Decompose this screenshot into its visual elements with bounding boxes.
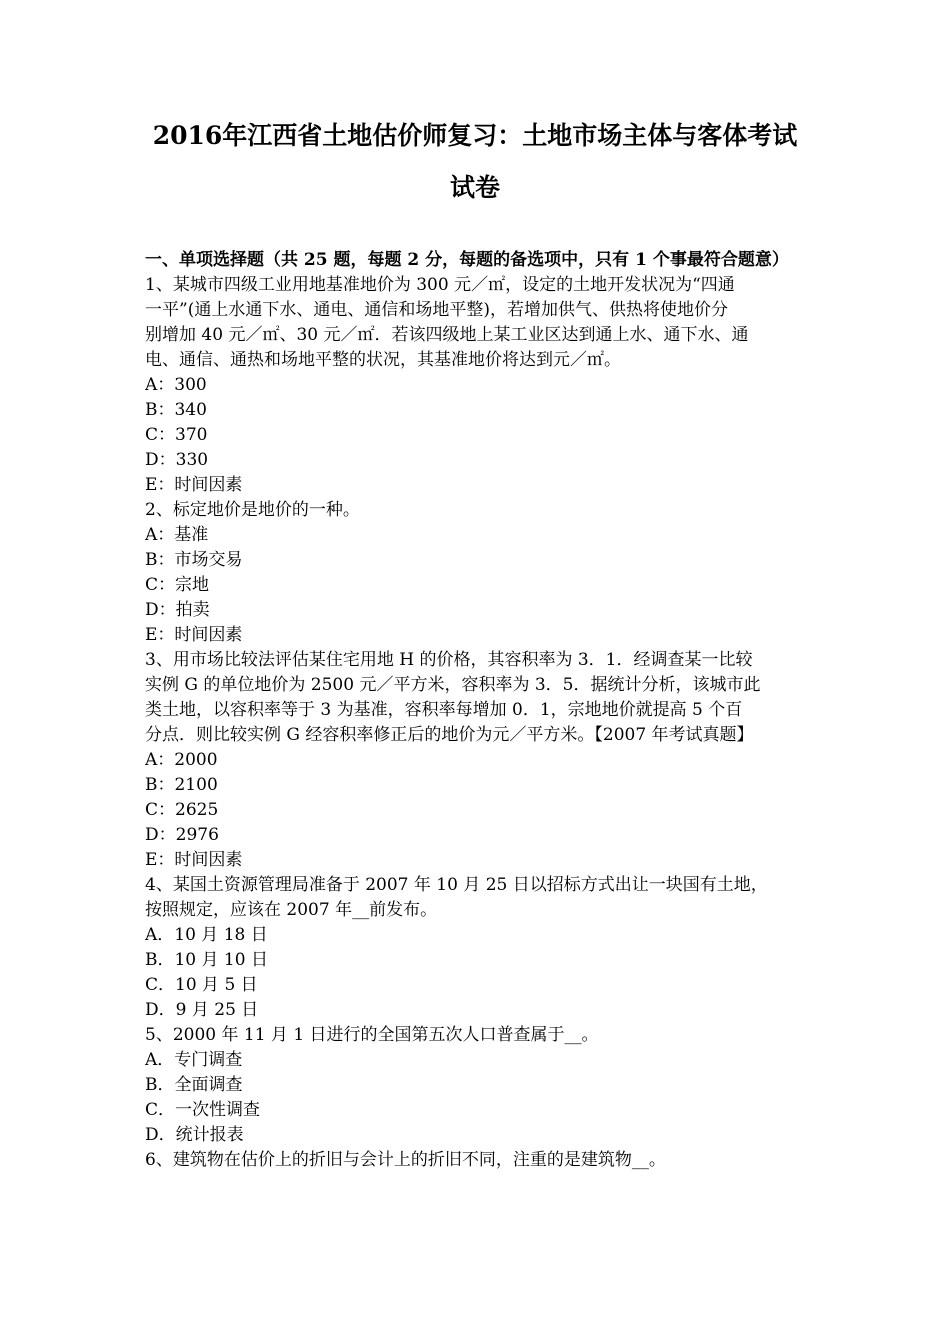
answer-option: E：时间因素 [145,475,243,495]
answer-option: D．统计报表 [145,1125,244,1145]
document-title-line-1: 2016年江西省土地估价师复习：土地市场主体与客体考试 [152,121,798,150]
question-text-line: 别增加 40 元／㎡、30 元／㎡．若该四级地上某工业区达到通上水、通下水、通 [145,325,749,345]
question-text-line: 实例 G 的单位地价为 2500 元／平方米，容积率为 3．5．据统计分析，该城市此 [145,675,761,695]
question-item [145,1148,810,1173]
question-text-line: 5、2000 年 11 月 1 日进行的全国第五次人口普查属于__。 [145,1025,599,1045]
answer-option: A：300 [145,375,207,395]
answer-option: B：市场交易 [145,550,243,570]
document-body [145,248,810,1173]
answer-option: C：宗地 [145,575,210,595]
question-item [145,648,810,873]
answer-option: A：2000 [145,750,218,770]
question-list [145,273,810,1173]
answer-option: B：340 [145,400,207,420]
answer-option: C．一次性调查 [145,1100,261,1120]
section-heading: 一、单项选择题（共 25 题，每题 2 分，每题的备选项中，只有 1 个事最符合题意） [145,250,789,270]
question-text-line: 6、建筑物在估价上的折旧与会计上的折旧不同，注重的是建筑物__。 [145,1150,666,1170]
question-item [145,498,810,648]
document-title-line-2: 试卷 [449,173,500,202]
question-text-line: 1、某城市四级工业用地基准地价为 300 元／㎡，设定的土地开发状况为“四通 [145,275,735,295]
answer-option: D．9 月 25 日 [145,1000,259,1020]
answer-option: C：2625 [145,800,219,820]
question-text-line: 电、通信、通热和场地平整的状况，其基准地价将达到元／㎡。 [145,350,621,370]
answer-option: A．10 月 18 日 [145,925,268,945]
answer-option: D：330 [145,450,209,470]
question-text-line: 4、某国土资源管理局准备于 2007 年 10 月 25 日以招标方式出让一块国有土地， [145,875,768,895]
answer-option: E：时间因素 [145,850,243,870]
answer-option: E：时间因素 [145,625,243,645]
question-text-line: 2、标定地价是地价的一种。 [145,500,360,520]
question-item [145,1023,810,1148]
answer-option: B．全面调查 [145,1075,243,1095]
question-text-line: 3、用市场比较法评估某住宅用地 H 的价格，其容积率为 3．1．经调查某一比较 [145,650,753,670]
question-item [145,873,810,1023]
answer-option: D：拍卖 [145,600,210,620]
question-text-line: 分点．则比较实例 G 经容积率修正后的地价为元／平方米。【2007 年考试真题】 [145,725,754,745]
question-text-line: 类土地，以容积率等于 3 为基准，容积率每增加 0．1，宗地地价就提高 5 个百 [145,700,743,720]
question-text-line: 一平”(通上水通下水、通电、通信和场地平整)，若增加供气、供热将使地价分 [145,300,728,320]
question-item [145,273,810,498]
answer-option: A：基准 [145,525,209,545]
answer-option: B．10 月 10 日 [145,950,268,970]
answer-option: C：370 [145,425,208,445]
question-text-line: 按照规定，应该在 2007 年__前发布。 [145,900,438,920]
answer-option: C．10 月 5 日 [145,975,258,995]
answer-option: D：2976 [145,825,219,845]
answer-option: A．专门调查 [145,1050,243,1070]
answer-option: B：2100 [145,775,218,795]
